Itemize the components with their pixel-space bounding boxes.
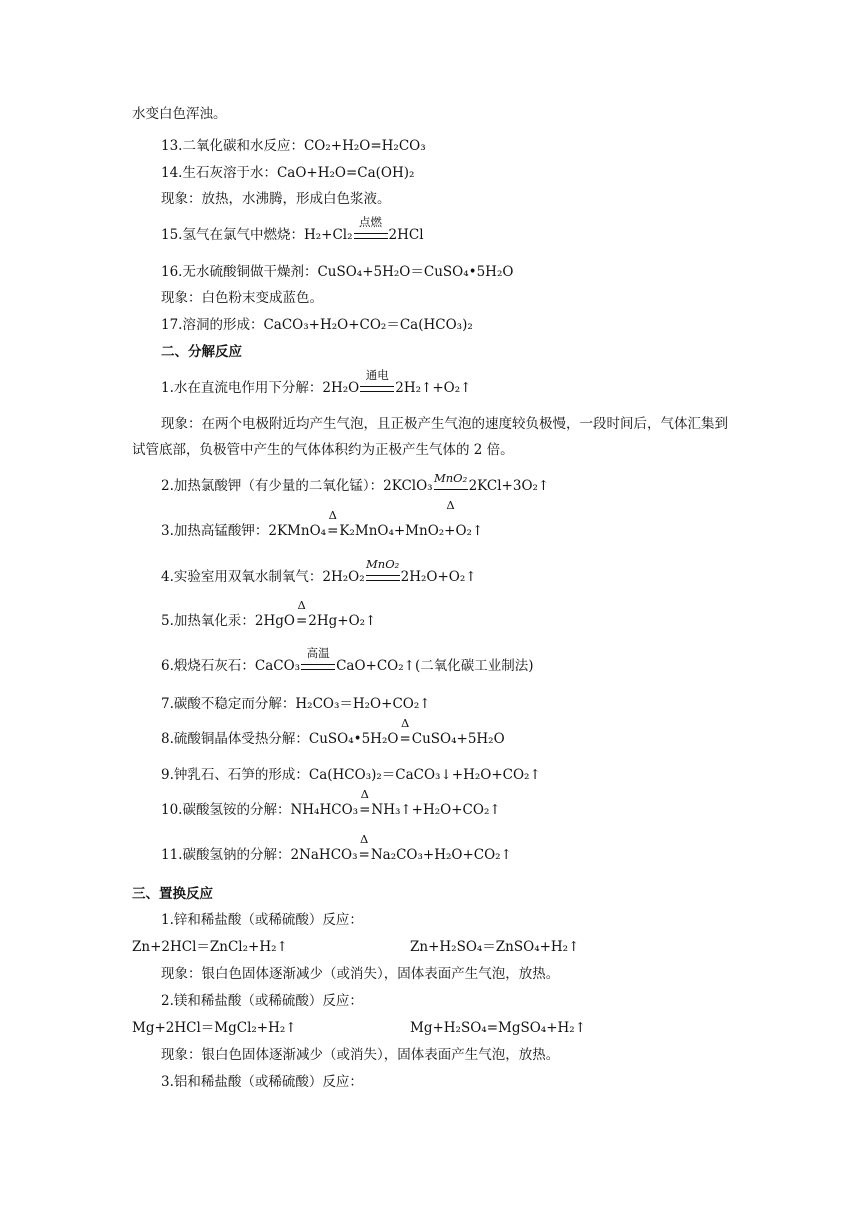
equation-right: CuSO₄+5H₂O: [411, 731, 505, 747]
equation-17: 17.溶洞的形成：CaCO₃+H₂O+CO₂＝Ca(HCO₃)₂: [161, 317, 473, 333]
phenomenon-paragraph: 现象：在两个电极附近均产生气泡，且正极产生气泡的速度较负极慢，一段时间后，气体汇集到试管底部，负极管中产生的气体体积约为正极产生气体的 2 倍。: [132, 416, 728, 458]
heat-sign: Δ =: [327, 508, 339, 539]
section-heading-decomposition: 二、分解反应: [161, 344, 242, 360]
decomposition-2: [161, 471, 550, 512]
heat-label: Δ: [328, 508, 337, 522]
decomposition-9: 9.钟乳石、石笋的形成：Ca(HCO₃)₂＝CaCO₃↓+H₂O+CO₂↑: [161, 767, 541, 783]
equation-left: 5.加热氧化汞：2HgO: [161, 613, 295, 629]
phenomenon-displacement-2: 现象：银白色固体逐渐减少（或消失），固体表面产生气泡，放热。: [161, 1047, 560, 1063]
displacement-2-equation-a: Mg+2HCl＝MgCl₂+H₂↑: [132, 1020, 297, 1036]
displacement-1-equation-b: Zn+H₂SO₄＝ZnSO₄+H₂↑: [410, 939, 580, 955]
decomposition-11: [161, 832, 512, 865]
equation-right: 2Hg+O₂↑: [308, 613, 377, 629]
phenomenon-14: 现象：放热，水沸腾，形成白色浆液。: [161, 191, 391, 207]
equation-right: CaO+CO₂↑(二氧化碳工业制法): [336, 658, 534, 674]
equation-left: 6.煅烧石灰石：CaCO₃: [161, 658, 301, 674]
equation-right: NH₃↑+H₂O+CO₂↑: [371, 802, 501, 818]
decomposition-10: [161, 787, 501, 820]
condition-sign: [433, 471, 468, 512]
heat-label: Δ: [360, 832, 369, 846]
decomposition-6: [161, 646, 534, 676]
equation-16: 16.无水硫酸铜做干燥剂：CuSO₄+5H₂O＝CuSO₄•5H₂O: [161, 264, 514, 280]
displacement-1-equation-a: Zn+2HCl＝ZnCl₂+H₂↑: [132, 939, 288, 955]
equation-right: 2H₂O+O₂↑: [400, 569, 477, 585]
heat-label: Δ: [446, 498, 455, 512]
phenomenon-16: 现象：白色粉末变成蓝色。: [161, 290, 323, 306]
equation-left: 1.水在直流电作用下分解：2H₂O: [161, 380, 360, 396]
condition-sign: [301, 646, 335, 670]
equation-right: 2H₂↑+O₂↑: [395, 380, 472, 396]
section-heading-displacement: 三、置换反应: [132, 886, 213, 902]
equation-left: 11.碳酸氢钠的分解：2NaHCO₃: [161, 847, 358, 863]
condition-label: 高温: [306, 646, 330, 660]
catalyst-label: MnO₂: [433, 471, 468, 485]
equation-13: 13.二氧化碳和水反应：CO₂+H₂O=H₂CO₃: [161, 138, 426, 154]
displacement-2-title: 2.镁和稀盐酸（或稀硫酸）反应：: [161, 993, 363, 1009]
equation-left: 10.碳酸氢铵的分解：NH₄HCO₃: [161, 802, 359, 818]
equation-right: 2HCl: [388, 227, 424, 243]
decomposition-4: [161, 557, 477, 587]
heat-sign: Δ =: [358, 832, 370, 863]
decomposition-7: 7.碳酸不稳定而分解：H₂CO₃＝H₂O+CO₂↑: [161, 696, 431, 712]
heat-sign: Δ =: [399, 716, 411, 747]
text-line: 水变白色浑浊。: [132, 106, 227, 122]
condition-sign: [360, 368, 394, 392]
displacement-3-title: 3.铝和稀盐酸（或稀硫酸）反应：: [161, 1074, 363, 1090]
heat-label: Δ: [360, 787, 369, 801]
decomposition-1: [161, 368, 472, 398]
heat-label: Δ: [400, 716, 410, 730]
condition-sign: [354, 215, 388, 239]
equation-right: Na₂CO₃+H₂O+CO₂↑: [370, 847, 512, 863]
heat-sign: Δ =: [359, 787, 371, 818]
equation-left: 4.实验室用双氧水制氧气：2H₂O₂: [161, 569, 365, 585]
decomposition-5: [161, 598, 377, 631]
heat-sign: Δ =: [295, 598, 308, 629]
catalyst-label: MnO₂: [366, 557, 400, 571]
displacement-1-title: 1.锌和稀盐酸（或稀硫酸）反应：: [161, 912, 363, 928]
decomposition-3: [161, 508, 484, 541]
equation-left: 3.加热高锰酸钾：2KMnO₄: [161, 523, 327, 539]
phenomenon-displacement-1: 现象：银白色固体逐渐减少（或消失），固体表面产生气泡，放热。: [161, 966, 560, 982]
displacement-2-equation-b: Mg+H₂SO₄=MgSO₄+H₂↑: [410, 1020, 587, 1036]
equation-left: 2.加热氯酸钾（有少量的二氧化锰）：2KClO₃: [161, 478, 433, 494]
equation-right: K₂MnO₄+MnO₂+O₂↑: [339, 523, 484, 539]
equation-left: 8.硫酸铜晶体受热分解：CuSO₄•5H₂O: [161, 731, 399, 747]
equation-15: [161, 215, 424, 245]
equation-right: 2KCl+3O₂↑: [468, 478, 550, 494]
condition-label: 通电: [365, 368, 389, 382]
equation-14: 14.生石灰溶于水：CaO+H₂O=Ca(OH)₂: [161, 165, 415, 181]
equation-left: 15.氢气在氯气中燃烧：H₂+Cl₂: [161, 227, 353, 243]
condition-label: 点燃: [359, 215, 383, 229]
heat-label: Δ: [297, 598, 306, 612]
condition-sign: [366, 557, 400, 581]
decomposition-8: [161, 716, 505, 749]
